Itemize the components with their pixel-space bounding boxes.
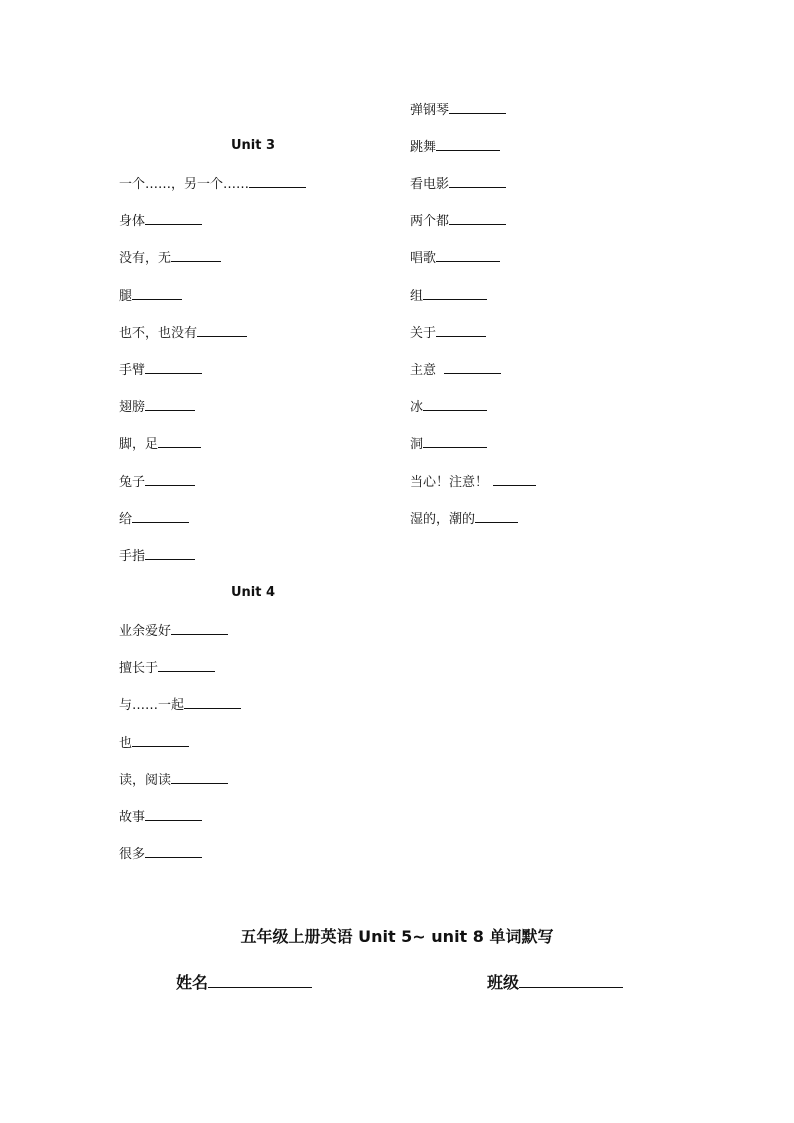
answer-blank[interactable]: [145, 844, 202, 858]
vocab-word: 身体: [119, 214, 146, 229]
vocab-word: 与……一起: [119, 698, 185, 713]
vocab-word: 读，阅读: [119, 773, 172, 788]
answer-blank[interactable]: [132, 733, 189, 747]
answer-blank[interactable]: [145, 807, 202, 821]
vocab-item: [119, 770, 228, 790]
vocab-item: [119, 472, 195, 492]
vocab-item: [119, 360, 202, 380]
vocab-item: [410, 100, 506, 120]
vocab-word: 主意: [410, 363, 441, 378]
vocab-word: 组: [410, 289, 424, 304]
class-blank[interactable]: [519, 971, 623, 988]
answer-blank[interactable]: [423, 397, 487, 411]
vocab-word: 业余爱好: [119, 624, 172, 639]
vocab-word: 关于: [410, 326, 437, 341]
vocab-word: 故事: [119, 810, 146, 825]
vocab-word: 唱歌: [410, 251, 437, 266]
vocab-item: [119, 658, 215, 678]
answer-blank[interactable]: [444, 360, 501, 374]
vocab-item: [119, 621, 228, 641]
answer-blank[interactable]: [171, 770, 228, 784]
vocab-item: [410, 360, 501, 380]
vocab-word: 弹钢琴: [410, 103, 450, 118]
answer-blank[interactable]: [436, 248, 500, 262]
answer-blank[interactable]: [145, 546, 195, 560]
answer-blank[interactable]: [132, 286, 182, 300]
answer-blank[interactable]: [184, 695, 241, 709]
answer-blank[interactable]: [449, 100, 506, 114]
vocab-item: [119, 397, 195, 417]
vocab-word: 手臂: [119, 363, 146, 378]
vocab-word: 两个都: [410, 214, 450, 229]
vocab-item: [410, 174, 506, 194]
vocab-word: 当心！注意！: [410, 475, 489, 490]
vocab-item: [119, 695, 241, 715]
vocab-word: 擅长于: [119, 661, 159, 676]
unit-4-heading: Unit 4: [231, 585, 276, 600]
answer-blank[interactable]: [171, 621, 228, 635]
vocab-item: [410, 509, 518, 529]
answer-blank[interactable]: [423, 286, 487, 300]
vocab-item: [410, 397, 487, 417]
vocab-item: [410, 286, 487, 306]
answer-blank[interactable]: [493, 472, 536, 486]
vocab-item: [119, 733, 189, 753]
vocab-item: [119, 509, 189, 529]
vocab-item: [119, 174, 306, 194]
vocab-word: 湿的，潮的: [410, 512, 476, 527]
vocab-word: 冰: [410, 400, 424, 415]
vocab-item: [410, 137, 500, 157]
vocab-word: 也不，也没有: [119, 326, 198, 341]
vocab-item: [119, 323, 247, 343]
vocab-word: 一个……，另一个……: [119, 177, 250, 192]
answer-blank[interactable]: [145, 211, 202, 225]
vocab-word: 也: [119, 736, 133, 751]
answer-blank[interactable]: [158, 658, 215, 672]
vocab-item: [119, 807, 202, 827]
answer-blank[interactable]: [171, 248, 221, 262]
vocab-item: [410, 248, 500, 268]
answer-blank[interactable]: [449, 211, 506, 225]
answer-blank[interactable]: [436, 323, 486, 337]
answer-blank[interactable]: [197, 323, 247, 337]
answer-blank[interactable]: [249, 174, 306, 188]
vocab-item: [119, 286, 182, 306]
vocab-word: 脚，足: [119, 437, 159, 452]
vocab-item: [119, 248, 221, 268]
vocab-word: 兔子: [119, 475, 146, 490]
answer-blank[interactable]: [145, 360, 202, 374]
vocab-word: 很多: [119, 847, 146, 862]
vocab-word: 洞: [410, 437, 424, 452]
vocab-word: 给: [119, 512, 133, 527]
answer-blank[interactable]: [158, 434, 201, 448]
vocab-word: 手指: [119, 549, 146, 564]
answer-blank[interactable]: [145, 472, 195, 486]
vocab-item: [119, 434, 201, 454]
vocab-item: [119, 211, 202, 231]
unit-3-heading: Unit 3: [231, 138, 276, 153]
answer-blank[interactable]: [449, 174, 506, 188]
vocab-item: [119, 546, 195, 566]
answer-blank[interactable]: [475, 509, 518, 523]
answer-blank[interactable]: [132, 509, 189, 523]
vocab-word: 看电影: [410, 177, 450, 192]
class-field: [487, 971, 623, 994]
vocab-item: [410, 434, 487, 454]
vocab-item: [410, 472, 536, 492]
name-label: 姓名: [176, 973, 209, 992]
answer-blank[interactable]: [436, 137, 500, 151]
vocab-item: [410, 211, 506, 231]
vocab-word: 跳舞: [410, 140, 437, 155]
vocab-item: [119, 844, 202, 864]
worksheet-title: 五年级上册英语 Unit 5~ unit 8 单词默写: [240, 927, 554, 946]
name-field: [176, 971, 312, 994]
name-blank[interactable]: [208, 971, 312, 988]
vocab-item: [410, 323, 486, 343]
vocab-word: 翅膀: [119, 400, 146, 415]
vocab-word: 没有，无: [119, 251, 172, 266]
vocab-word: 腿: [119, 289, 133, 304]
answer-blank[interactable]: [145, 397, 195, 411]
class-label: 班级: [487, 973, 520, 992]
answer-blank[interactable]: [423, 434, 487, 448]
